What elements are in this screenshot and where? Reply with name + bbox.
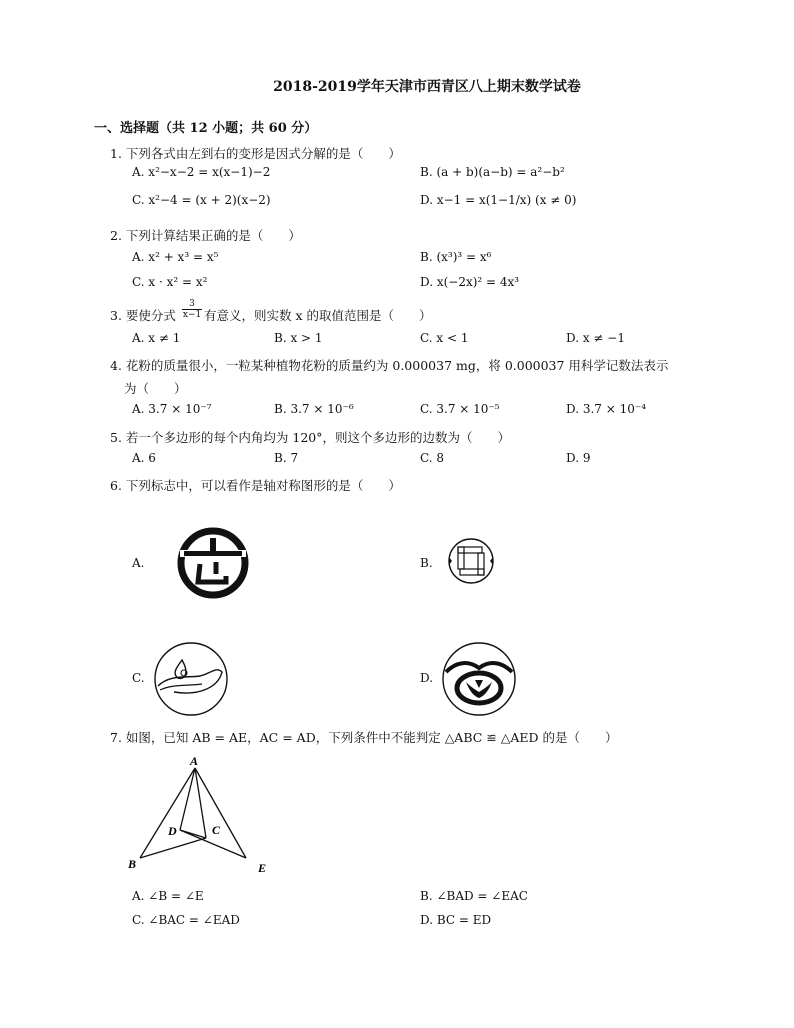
q2-option-c[interactable]: C. x · x² = x² (132, 275, 208, 289)
q7-label-a: A (190, 754, 199, 768)
q7-option-c[interactable]: C. ∠BAC = ∠EAD (132, 913, 240, 927)
q4-option-a[interactable]: A. 3.7 × 10⁻⁷ (132, 402, 212, 416)
q1-option-d[interactable]: D. x−1 = x(1−1/x) (x ≠ 0) (420, 193, 577, 207)
q7-label-e: E (258, 861, 267, 875)
logo-d-icon[interactable] (440, 640, 518, 718)
q4-option-c[interactable]: C. 3.7 × 10⁻⁵ (420, 402, 500, 416)
q5-option-c[interactable]: C. 8 (420, 451, 445, 465)
q1-option-b[interactable]: B. (a + b)(a−b) = a²−b² (420, 165, 565, 179)
q1-option-a[interactable]: A. x²−x−2 = x(x−1)−2 (132, 165, 271, 179)
q2-option-b[interactable]: B. (x³)³ = x⁶ (420, 250, 492, 264)
q1-option-c[interactable]: C. x²−4 = (x + 2)(x−2) (132, 193, 271, 207)
q4-option-d[interactable]: D. 3.7 × 10⁻⁴ (566, 402, 647, 416)
q3-stem-pre: 3. 要使分式 (110, 308, 176, 323)
q2-option-a[interactable]: A. x² + x³ = x⁵ (132, 250, 219, 264)
q7-label-d: D (168, 824, 177, 838)
q7-option-b[interactable]: B. ∠BAD = ∠EAC (420, 889, 528, 903)
q4-option-b[interactable]: B. 3.7 × 10⁻⁶ (274, 402, 354, 416)
q5-option-d[interactable]: D. 9 (566, 451, 591, 465)
q6-option-c[interactable]: C. (132, 671, 145, 685)
q6-option-d[interactable]: D. (420, 671, 434, 685)
q6-stem: 6. 下列标志中，可以看作是轴对称图形的是（ ） (110, 478, 401, 493)
q3-stem-post: 有意义，则实数 x 的取值范围是（ ） (204, 308, 432, 323)
q3-option-a[interactable]: A. x ≠ 1 (132, 331, 181, 345)
section-heading: 一、选择题（共 12 小题；共 60 分） (94, 121, 318, 136)
q7-triangle-figure (128, 756, 278, 881)
q7-label-b: B (128, 857, 137, 871)
q3-option-b[interactable]: B. x > 1 (274, 331, 323, 345)
q5-option-a[interactable]: A. 6 (132, 451, 156, 465)
q3-option-c[interactable]: C. x < 1 (420, 331, 469, 345)
q5-option-b[interactable]: B. 7 (274, 451, 299, 465)
q4-stem-cont: 为（ ） (124, 381, 187, 396)
q3-frac-den: x−1 (182, 310, 202, 320)
q3-option-d[interactable]: D. x ≠ −1 (566, 331, 625, 345)
q5-stem: 5. 若一个多边形的每个内角均为 120°，则这个多边形的边数为（ ） (110, 430, 510, 445)
q4-stem: 4. 花粉的质量很小，一粒某种植物花粉的质量约为 0.000037 mg，将 0.000037 用科学记数法表示 (110, 358, 669, 373)
logo-a-icon[interactable] (176, 526, 250, 600)
logo-b-icon[interactable] (446, 533, 496, 589)
q3-frac-num: 3 (189, 299, 195, 309)
q7-option-a[interactable]: A. ∠B = ∠E (132, 889, 204, 903)
q2-stem: 2. 下列计算结果正确的是（ ） (110, 228, 301, 243)
q6-option-b[interactable]: B. (420, 556, 433, 570)
q1-stem: 1. 下列各式由左到右的变形是因式分解的是（ ） (110, 146, 401, 161)
q6-option-a[interactable]: A. (132, 556, 145, 570)
q7-stem: 7. 如图，已知 AB = AE，AC = AD，下列条件中不能判定 △ABC ≌ △AED 的是（ ） (110, 730, 618, 745)
q7-option-d[interactable]: D. BC = ED (420, 913, 492, 927)
logo-c-icon[interactable] (152, 640, 230, 718)
q7-label-c: C (212, 823, 221, 837)
q3-fraction (182, 299, 202, 320)
q2-option-d[interactable]: D. x(−2x)² = 4x³ (420, 275, 520, 289)
page-title: 2018-2019学年天津市西青区八上期末数学试卷 (273, 79, 581, 95)
